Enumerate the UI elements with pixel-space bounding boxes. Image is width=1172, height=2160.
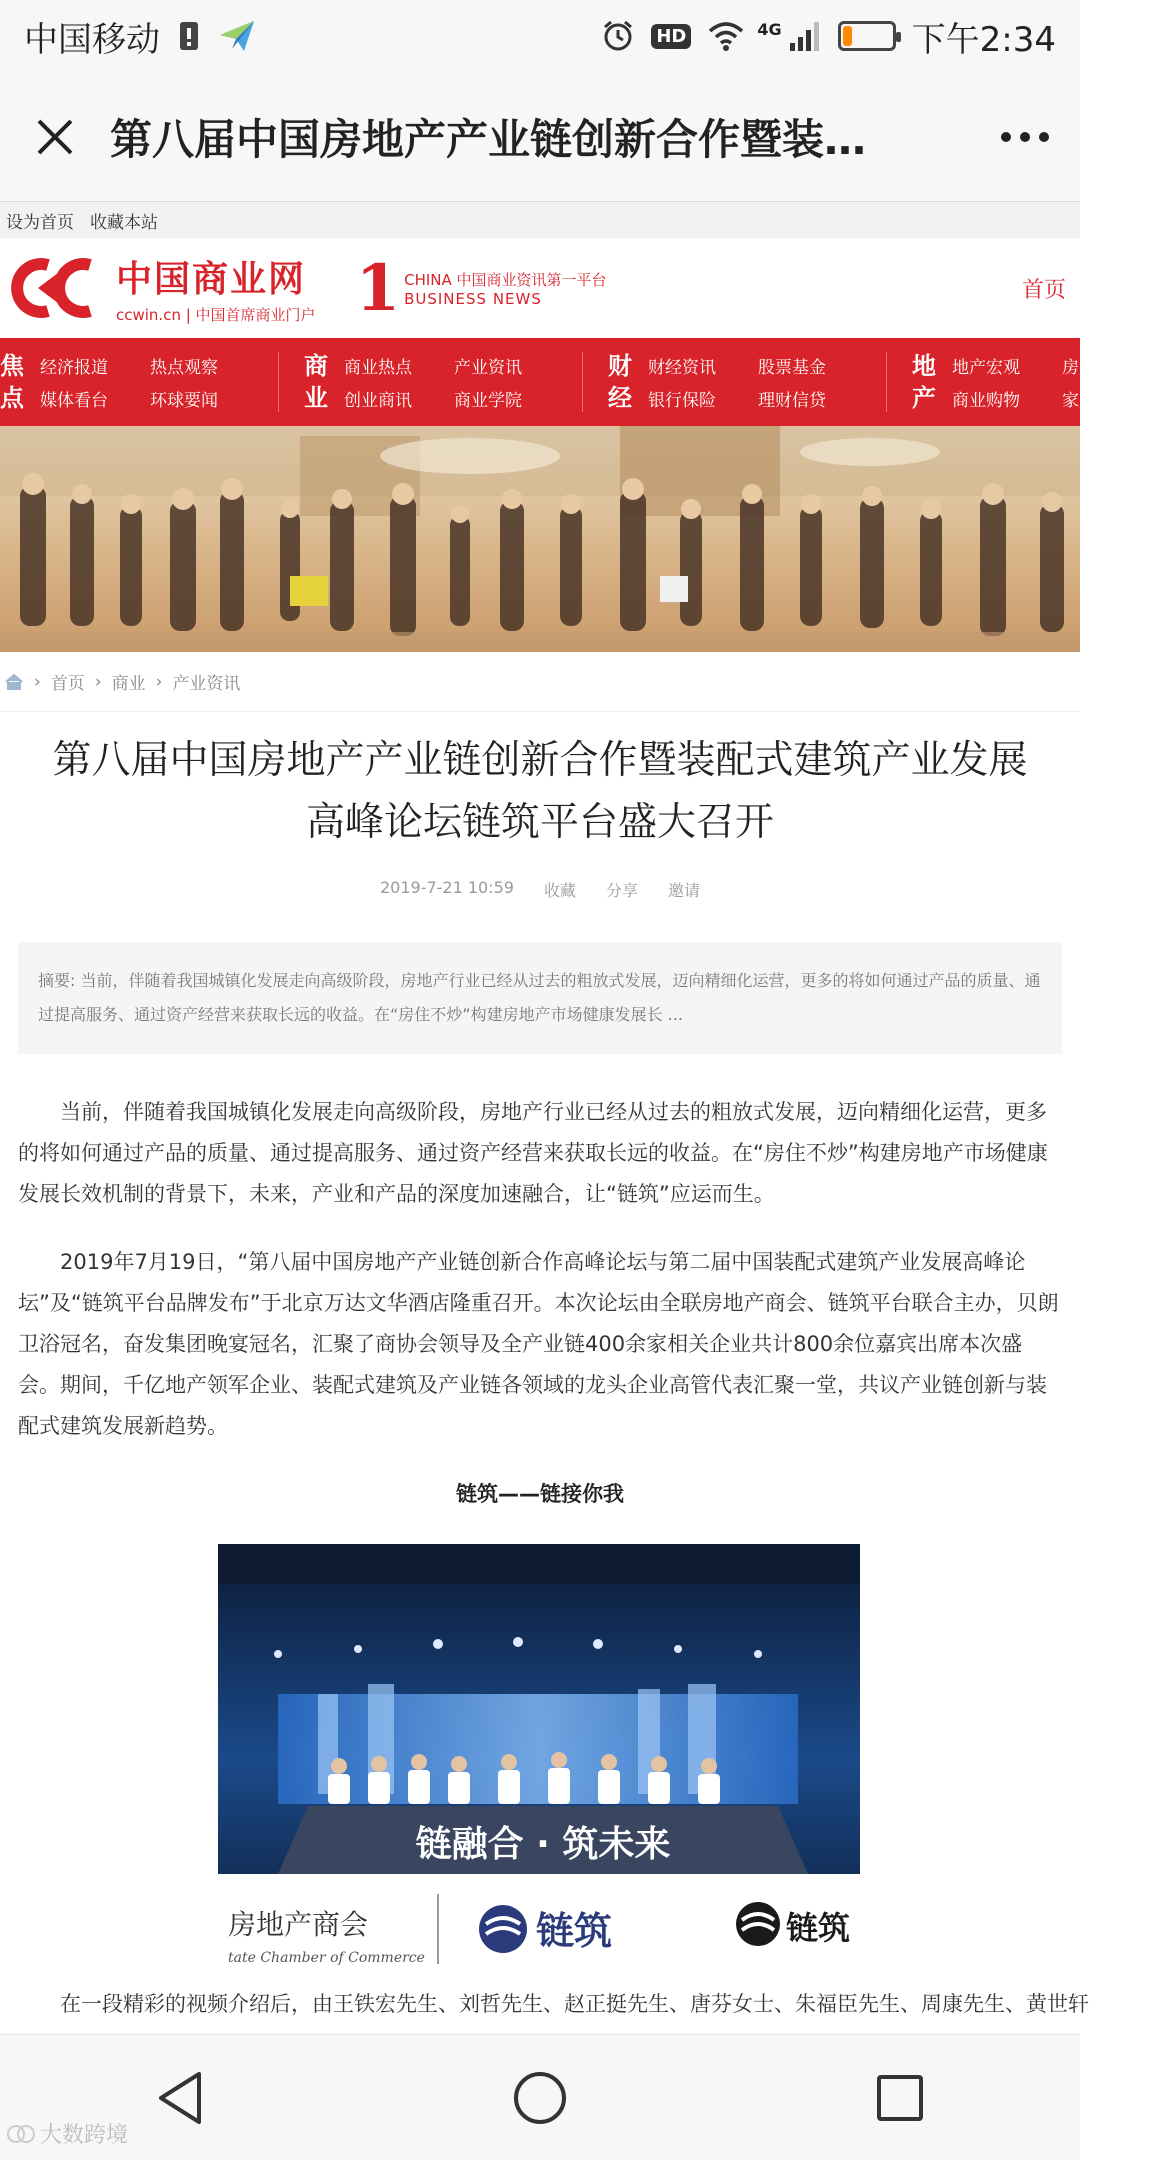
photo-logo-text-2: 链筑 (786, 1909, 851, 1947)
nav-category: 地 产 (912, 352, 936, 412)
nav-group-focus (0, 338, 260, 426)
share-link[interactable]: 分享 (605, 881, 638, 900)
nav-link[interactable]: 经济报道 (40, 358, 108, 378)
nav-link[interactable]: 媒体看台 (40, 391, 108, 411)
webview-title: 第八届中国房地产产业链创新合作暨装… (110, 114, 867, 164)
status-bar (0, 0, 1080, 72)
battery-fill (843, 26, 852, 46)
biz-line1: CHINA 中国商业资讯第一平台 (404, 270, 607, 289)
wifi-icon (707, 19, 741, 53)
nav-link[interactable]: 创业商讯 (344, 391, 412, 411)
logo-cn: 中国商业网 (116, 259, 307, 300)
biz-number: 1 (355, 250, 401, 326)
nav-link[interactable]: 商业购物 (952, 391, 1020, 411)
nav-link[interactable]: 家居装修 (1062, 391, 1130, 411)
chevron-right-icon: › (94, 671, 102, 692)
chevron-right-icon: › (155, 671, 163, 692)
nav-link[interactable]: 房产资讯 (1062, 358, 1130, 378)
article-date: 2019-7-21 10:59 (379, 878, 514, 897)
nav-link[interactable]: 银行保险 (648, 391, 716, 411)
lianzhu-logo-icon (736, 1902, 780, 1946)
chevron-right-icon: › (34, 671, 41, 692)
photo-left-sub: tate Chamber of Commerce (228, 1950, 425, 1966)
clock: 下午2:34 (911, 19, 1056, 60)
close-button[interactable] (0, 82, 110, 192)
article-title-line1: 第八届中国房地产产业链创新合作暨装配式建筑产业发展 (52, 738, 1028, 783)
photo-logo-text: 链筑 (536, 1909, 613, 1953)
nav-link[interactable]: 产业资讯 (454, 358, 522, 378)
home-link[interactable]: 首页 (1021, 277, 1066, 303)
nav-links (40, 353, 260, 411)
favorite-link[interactable]: 收藏 (543, 881, 576, 900)
paper-plane-icon (218, 19, 252, 53)
photo-banner-text: 链融合 · 筑未来 (415, 1824, 671, 1865)
breadcrumb (0, 652, 1080, 712)
sim-warning-icon (172, 19, 206, 53)
article-meta (0, 878, 1080, 901)
site-topbar (0, 202, 1080, 238)
nav-group-business (296, 338, 564, 426)
close-icon (33, 115, 77, 159)
more-icon (1000, 131, 1050, 143)
logo-en: ccwin.cn | 中国首席商业门户 (116, 306, 316, 324)
bookmark-link[interactable]: 收藏本站 (90, 212, 158, 233)
banner-image (0, 426, 1080, 652)
image-caption: 链筑——链接你我 (456, 1482, 624, 1506)
breadcrumb-item[interactable]: 首页 (50, 674, 85, 694)
recents-icon (875, 2073, 925, 2123)
watermark (6, 2118, 128, 2149)
battery-icon (838, 21, 896, 51)
status-right (601, 12, 1056, 61)
recents-button[interactable] (845, 2043, 955, 2153)
nav-link[interactable]: 地产宏观 (952, 358, 1020, 378)
hd-icon: HD (651, 24, 691, 49)
nav-link[interactable]: 理财信贷 (758, 391, 826, 411)
set-homepage-link[interactable]: 设为首页 (6, 212, 74, 233)
nav-category: 焦 点 (0, 352, 24, 412)
nav-link[interactable]: 商业热点 (344, 358, 412, 378)
home-circle-icon (512, 2070, 568, 2126)
nav-links (344, 353, 564, 411)
home-icon[interactable] (4, 673, 24, 691)
watermark-logo-icon (6, 2123, 36, 2145)
lianzhu-logo-icon (479, 1905, 527, 1953)
home-button[interactable] (485, 2043, 595, 2153)
nav-category: 财 经 (608, 352, 632, 412)
article-summary: 摘要: 当前，伴随着我国城镇化发展走向高级阶段，房地产行业已经从过去的粗放式发展，迈向精细化运营，更多的将如何通过产品的质量、通过提高服务、通过资产经营来获取长远的收益。在“房住不炒”构建房地产市场健康发展长 ... (18, 942, 1062, 1054)
nav-category: 商 业 (304, 352, 328, 412)
carrier-group (24, 12, 252, 61)
back-icon (155, 2070, 205, 2126)
event-photo (218, 1544, 860, 1974)
article-paragraph: 2019年7月19日，“第八届中国房地产产业链创新合作高峰论坛与第二届中国装配式建筑产业发展高峰论坛”及“链筑平台品牌发布”于北京万达文华酒店隆重召开。本次论坛由全联房地产商会、链筑平台联合主办，贝朗卫浴冠名，奋发集团晚宴冠名，汇聚了商协会领导及全产业链400余家相关企业共计800余位嘉宾出席本次盛会。期间，千亿地产领军企业、装配式建筑及产业链各领域的龙头企业高管代表汇聚一堂，共议产业链创新与装配式建筑发展新趋势。 (18, 1250, 1059, 1438)
breadcrumb-item[interactable]: 产业资讯 (172, 674, 241, 694)
alarm-icon (601, 19, 635, 53)
article-title-line2: 高峰论坛链筑平台盛大召开 (305, 800, 774, 845)
nav-group-finance (600, 338, 868, 426)
brand-bar (0, 238, 1080, 338)
ccwin-logo-icon (8, 253, 108, 323)
nav-link[interactable]: 财经资讯 (648, 358, 716, 378)
nav-link[interactable]: 商业学院 (454, 391, 522, 411)
biz-text (404, 269, 606, 308)
signal-icon (788, 19, 822, 53)
nav-link[interactable]: 环球要闻 (150, 391, 218, 411)
nav-link[interactable]: 股票基金 (758, 358, 826, 378)
network-type: 4G (757, 19, 782, 39)
watermark-text: 大数跨境 (40, 2123, 129, 2148)
nav-group-realestate (904, 338, 1172, 426)
site-logo[interactable] (8, 251, 316, 325)
invite-link[interactable]: 邀请 (668, 881, 701, 900)
nav-link[interactable]: 热点观察 (150, 358, 218, 378)
photo-left-text: 房地产商会 (228, 1908, 369, 1941)
category-nav (0, 338, 1130, 426)
biz-line2: BUSINESS NEWS (404, 289, 542, 308)
nav-links (648, 353, 868, 411)
article-title (20, 730, 1060, 854)
article-paragraph: 当前，伴随着我国城镇化发展走向高级阶段，房地产行业已经从过去的粗放式发展，迈向精细化运营，更多的将如何通过产品的质量、通过提高服务、通过资产经营来获取长远的收益。在“房住不炒”构建房地产市场健康发展长效机制的背景下，未来，产业和产品的深度加速融合，让“链筑”应运而生。 (18, 1100, 1048, 1206)
back-button[interactable] (125, 2043, 235, 2153)
nav-links (952, 353, 1172, 411)
more-options-button[interactable] (970, 82, 1080, 192)
webview-header (0, 72, 1080, 202)
business-news-badge (356, 251, 607, 326)
carrier-name: 中国移动 (24, 19, 160, 60)
article-paragraph: 在一段精彩的视频介绍后，由王铁宏先生、刘哲先生、赵正挺先生、唐芬女士、朱福臣先生、周康先生、黄世轩 (60, 1992, 1089, 2016)
system-navigation-bar (0, 2034, 1080, 2160)
breadcrumb-item[interactable]: 商业 (111, 674, 146, 694)
logo-text (116, 251, 316, 325)
